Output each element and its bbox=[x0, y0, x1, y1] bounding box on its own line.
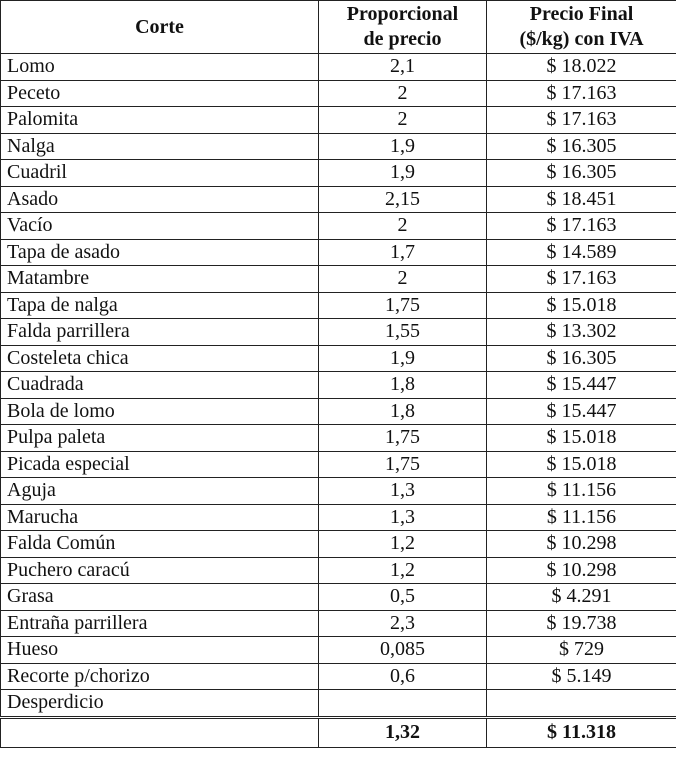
cell-proporcional: 2,15 bbox=[319, 186, 487, 213]
header-corte bbox=[1, 1, 319, 54]
cell-proporcional: 1,8 bbox=[319, 398, 487, 425]
cell-precio: $ 13.302 bbox=[487, 319, 676, 346]
cell-precio: $ 15.018 bbox=[487, 425, 676, 452]
cell-precio: $ 11.156 bbox=[487, 504, 676, 531]
table-row bbox=[1, 637, 676, 664]
cell-corte: Desperdicio bbox=[1, 690, 319, 718]
cell-corte: Palomita bbox=[1, 107, 319, 134]
table-header bbox=[1, 1, 676, 54]
table-row bbox=[1, 239, 676, 266]
cell-precio: $ 17.163 bbox=[487, 213, 676, 240]
cell-proporcional: 1,55 bbox=[319, 319, 487, 346]
cell-corte: Nalga bbox=[1, 133, 319, 160]
cell-precio: $ 18.022 bbox=[487, 54, 676, 81]
cell-precio: $ 11.156 bbox=[487, 478, 676, 505]
header-row bbox=[1, 1, 676, 54]
table-row bbox=[1, 160, 676, 187]
cell-proporcional: 1,9 bbox=[319, 133, 487, 160]
cell-precio: $ 729 bbox=[487, 637, 676, 664]
cell-corte: Hueso bbox=[1, 637, 319, 664]
table-row bbox=[1, 345, 676, 372]
cell-corte: Lomo bbox=[1, 54, 319, 81]
cell-corte: Peceto bbox=[1, 80, 319, 107]
table-row bbox=[1, 504, 676, 531]
table-row bbox=[1, 425, 676, 452]
cell-corte: Entraña parrillera bbox=[1, 610, 319, 637]
cell-precio: $ 15.018 bbox=[487, 451, 676, 478]
cell-precio: $ 18.451 bbox=[487, 186, 676, 213]
cell-proporcional: 1,75 bbox=[319, 425, 487, 452]
table-row bbox=[1, 133, 676, 160]
cell-precio: $ 14.589 bbox=[487, 239, 676, 266]
cell-proporcional bbox=[319, 690, 487, 718]
cell-precio: $ 16.305 bbox=[487, 345, 676, 372]
cell-proporcional: 2 bbox=[319, 213, 487, 240]
table-row bbox=[1, 531, 676, 558]
cell-corte: Costeleta chica bbox=[1, 345, 319, 372]
cell-proporcional: 1,3 bbox=[319, 478, 487, 505]
cell-precio: $ 15.447 bbox=[487, 398, 676, 425]
cell-corte: Tapa de nalga bbox=[1, 292, 319, 319]
cell-corte: Grasa bbox=[1, 584, 319, 611]
table-row bbox=[1, 372, 676, 399]
cell-proporcional: 2 bbox=[319, 80, 487, 107]
table-row bbox=[1, 319, 676, 346]
table-body bbox=[1, 54, 676, 718]
cell-proporcional: 0,085 bbox=[319, 637, 487, 664]
table-row bbox=[1, 690, 676, 718]
table-row bbox=[1, 266, 676, 293]
table-row bbox=[1, 610, 676, 637]
cell-corte: Puchero caracú bbox=[1, 557, 319, 584]
cell-corte: Cuadrada bbox=[1, 372, 319, 399]
table-row bbox=[1, 186, 676, 213]
cell-proporcional: 0,6 bbox=[319, 663, 487, 690]
cell-proporcional: 2 bbox=[319, 266, 487, 293]
cell-proporcional: 0,5 bbox=[319, 584, 487, 611]
table-row bbox=[1, 80, 676, 107]
total-proporcional-cell: 1,32 bbox=[319, 717, 487, 747]
table-row bbox=[1, 584, 676, 611]
total-row bbox=[1, 717, 676, 747]
table-row bbox=[1, 478, 676, 505]
cell-precio: $ 16.305 bbox=[487, 160, 676, 187]
total-corte-cell bbox=[1, 717, 319, 747]
header-proporcional bbox=[319, 1, 487, 54]
cell-corte: Aguja bbox=[1, 478, 319, 505]
cell-proporcional: 1,75 bbox=[319, 451, 487, 478]
table-row bbox=[1, 107, 676, 134]
cell-proporcional: 1,2 bbox=[319, 531, 487, 558]
cell-corte: Recorte p/chorizo bbox=[1, 663, 319, 690]
cell-corte: Asado bbox=[1, 186, 319, 213]
cell-corte: Picada especial bbox=[1, 451, 319, 478]
table-row bbox=[1, 292, 676, 319]
cell-proporcional: 1,2 bbox=[319, 557, 487, 584]
table-footer bbox=[1, 717, 676, 747]
table-row bbox=[1, 451, 676, 478]
table-row bbox=[1, 213, 676, 240]
cell-proporcional: 1,7 bbox=[319, 239, 487, 266]
cell-proporcional: 2,1 bbox=[319, 54, 487, 81]
cell-proporcional: 2 bbox=[319, 107, 487, 134]
cell-corte: Pulpa paleta bbox=[1, 425, 319, 452]
cell-precio: $ 17.163 bbox=[487, 107, 676, 134]
header-precio-line1: Precio Final bbox=[529, 3, 634, 25]
header-precio bbox=[487, 1, 676, 54]
header-corte-label: Corte bbox=[135, 15, 184, 38]
cell-corte: Vacío bbox=[1, 213, 319, 240]
cell-proporcional: 1,8 bbox=[319, 372, 487, 399]
cell-precio: $ 17.163 bbox=[487, 80, 676, 107]
cell-precio: $ 10.298 bbox=[487, 531, 676, 558]
cell-proporcional: 2,3 bbox=[319, 610, 487, 637]
cell-corte: Falda Común bbox=[1, 531, 319, 558]
cell-proporcional: 1,9 bbox=[319, 345, 487, 372]
cell-precio: $ 16.305 bbox=[487, 133, 676, 160]
cell-corte: Matambre bbox=[1, 266, 319, 293]
header-precio-line2: ($/kg) con IVA bbox=[519, 28, 644, 50]
total-precio-cell: $ 11.318 bbox=[487, 717, 676, 747]
cell-precio bbox=[487, 690, 676, 718]
cell-precio: $ 19.738 bbox=[487, 610, 676, 637]
cell-proporcional: 1,75 bbox=[319, 292, 487, 319]
cell-corte: Bola de lomo bbox=[1, 398, 319, 425]
cell-corte: Marucha bbox=[1, 504, 319, 531]
cell-precio: $ 10.298 bbox=[487, 557, 676, 584]
cell-precio: $ 5.149 bbox=[487, 663, 676, 690]
cell-precio: $ 15.018 bbox=[487, 292, 676, 319]
table-row bbox=[1, 557, 676, 584]
cell-precio: $ 4.291 bbox=[487, 584, 676, 611]
table-row bbox=[1, 54, 676, 81]
table-row bbox=[1, 398, 676, 425]
header-proporcional-line2: de precio bbox=[363, 28, 442, 50]
cell-precio: $ 15.447 bbox=[487, 372, 676, 399]
cell-corte: Cuadril bbox=[1, 160, 319, 187]
cell-corte: Tapa de asado bbox=[1, 239, 319, 266]
table-row bbox=[1, 663, 676, 690]
cell-corte: Falda parrillera bbox=[1, 319, 319, 346]
cell-proporcional: 1,3 bbox=[319, 504, 487, 531]
cell-proporcional: 1,9 bbox=[319, 160, 487, 187]
cell-precio: $ 17.163 bbox=[487, 266, 676, 293]
header-proporcional-line1: Proporcional bbox=[346, 3, 459, 25]
